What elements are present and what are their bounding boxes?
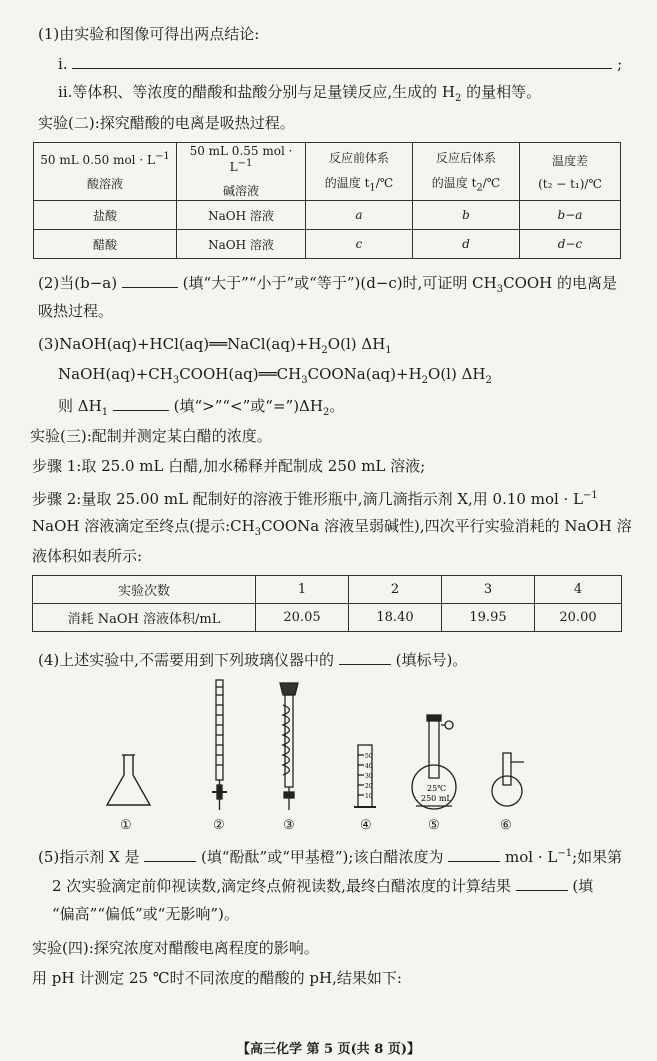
cyl-mark: 30 xyxy=(365,773,373,780)
cell: d−c xyxy=(520,230,621,259)
cell: 20.00 xyxy=(535,604,622,632)
cell: 18.40 xyxy=(349,604,442,632)
app-label: ④ xyxy=(360,818,372,833)
answer-blank-q5c[interactable] xyxy=(516,874,568,891)
heat-table-row xyxy=(34,201,621,230)
q4-line: (4)上述实验中,不需要用到下列玻璃仪器中的 (填标号)。 xyxy=(38,648,467,670)
acid-burette-icon xyxy=(280,683,298,810)
exp3-step1: 步骤 1:取 25.0 mL 白醋,加水稀释并配制成 250 mL 溶液; xyxy=(32,457,426,475)
distillation-flask-icon xyxy=(492,753,524,806)
answer-blank-i[interactable] xyxy=(72,52,612,69)
cyl-mark: 10 xyxy=(365,793,373,800)
exp3-step2-cont: NaOH 溶液滴定至终点(提示$:CH_3COONa$ 溶液呈弱碱性),四次平行实验消耗的 NaOH 溶 xyxy=(32,517,632,538)
q5-line2: 2 次实验滴定前仰视读数,滴定终点俯视读数,最终白醋浓度的计算结果 (填 xyxy=(52,874,593,896)
cell: d xyxy=(413,230,520,259)
titration-header xyxy=(33,576,622,604)
exp3-step2: 步骤 2:量取 25.00 mL 配制好的溶液于锥形瓶中,滴几滴指示剂 X,用 0.10 mol · $L^{-1}$ xyxy=(32,490,598,508)
q5-line1: (5)指示剂 X 是 (填“酚酞”或“甲基橙”);该白醋浓度为 mol · $L^{-1}$;如果第 xyxy=(38,844,622,867)
cell: a xyxy=(306,201,413,230)
th-temp-before: 反应前体系 的温度 $t_1/℃$ xyxy=(306,143,413,201)
titration-table xyxy=(32,575,622,632)
q1-conclusion-ii: ⅱ.等体积、等浓度的醋酸和盐酸分别与足量镁反应,生成的 $H_2$ 的量相等。 xyxy=(58,83,542,104)
app-label: ② xyxy=(213,818,225,833)
q3-eq1: $(3)NaOH(aq)+HCl(aq)══NaCl(aq)+H_2O(l)$ $\Delta H_1$ xyxy=(38,335,392,356)
app-label: ① xyxy=(120,818,132,833)
cell: 19.95 xyxy=(442,604,535,632)
q1-intro: (1)由实验和图像可得出两点结论: xyxy=(38,25,260,43)
heat-table-row xyxy=(34,230,621,259)
cell: 醋酸 xyxy=(34,230,177,259)
app-label: ⑤ xyxy=(428,818,440,833)
cell: 4 xyxy=(535,576,622,604)
exp2-title: 实验(二):探究醋酸的电离是吸热过程。 xyxy=(38,114,295,132)
answer-blank-q3[interactable] xyxy=(113,394,169,411)
app-label: ⑥ xyxy=(500,818,512,833)
q3-compare: 则 $\Delta H_1$ (填“>”“<”或“$=”)\Delta H_2$。 xyxy=(58,394,344,423)
flask-label: 25℃ xyxy=(427,784,447,793)
answer-blank-q4[interactable] xyxy=(339,648,391,665)
q3-eq2: $NaOH(aq)+CH_3COOH(aq)══CH_3COONa(aq)+H_2O(l)$ $\Delta H_2$ xyxy=(58,365,492,386)
cell: 1 xyxy=(256,576,349,604)
answer-blank-q5b[interactable] xyxy=(448,845,500,862)
cell: b xyxy=(413,201,520,230)
cell: b−a xyxy=(520,201,621,230)
flask-label: 250 mL xyxy=(421,794,452,803)
th-temp-diff: 温度差 (t₂ − t₁)/℃ xyxy=(520,143,621,201)
burette-icon xyxy=(212,680,227,810)
cell: 盐酸 xyxy=(34,201,177,230)
th-base: 50 mL 0.55 mol · $L^{-1}$ 碱溶液 xyxy=(177,143,306,201)
cell: c xyxy=(306,230,413,259)
cell: 3 xyxy=(442,576,535,604)
answer-blank-q2[interactable] xyxy=(122,271,178,288)
exp3-step2-end: 液体积如表所示: xyxy=(32,547,143,565)
glassware-figure xyxy=(0,675,657,820)
cyl-mark: 40 xyxy=(365,763,373,770)
cell: 2 xyxy=(349,576,442,604)
answer-blank-q5a[interactable] xyxy=(144,845,196,862)
q5-line3: “偏高”“偏低”或“无影响”)。 xyxy=(52,905,239,923)
heat-table-header xyxy=(34,143,621,201)
page-footer: 【高三化学 第 5 页(共 8 页)】 xyxy=(236,1042,421,1057)
cyl-mark: 50 xyxy=(365,753,373,760)
th-acid: 50 mL 0.50 mol · $L^{-1}$ 酸溶液 xyxy=(34,143,177,201)
cell: 实验次数 xyxy=(33,576,256,604)
exp4-title: 实验(四):探究浓度对醋酸电离程度的影响。 xyxy=(32,939,319,957)
titration-row xyxy=(33,604,622,632)
heat-table xyxy=(33,142,621,259)
conical-flask-icon xyxy=(107,755,150,805)
exp4-line: 用 pH 计测定 25 ℃时不同浓度的醋酸的 pH,结果如下: xyxy=(32,969,402,987)
cell: NaOH 溶液 xyxy=(177,230,306,259)
q1-conclusion-i: ⅰ. ; xyxy=(58,52,622,74)
cyl-mark: 20 xyxy=(365,783,373,790)
exp3-title: 实验(三):配制并测定某白醋的浓度。 xyxy=(30,427,272,445)
th-temp-after: 反应后体系 的温度 $t_2/℃$ xyxy=(413,143,520,201)
cell: 20.05 xyxy=(256,604,349,632)
app-label: ③ xyxy=(283,818,295,833)
q2-line2: 吸热过程。 xyxy=(38,302,114,320)
cell: NaOH 溶液 xyxy=(177,201,306,230)
q2-line1: (2)当(b−a) (填“大于”“小于”或“等于”)(d−c)时,可证明 $CH_3COOH$ 的电离是 xyxy=(38,271,617,300)
cell: 消耗 NaOH 溶液体积/mL xyxy=(33,604,256,632)
